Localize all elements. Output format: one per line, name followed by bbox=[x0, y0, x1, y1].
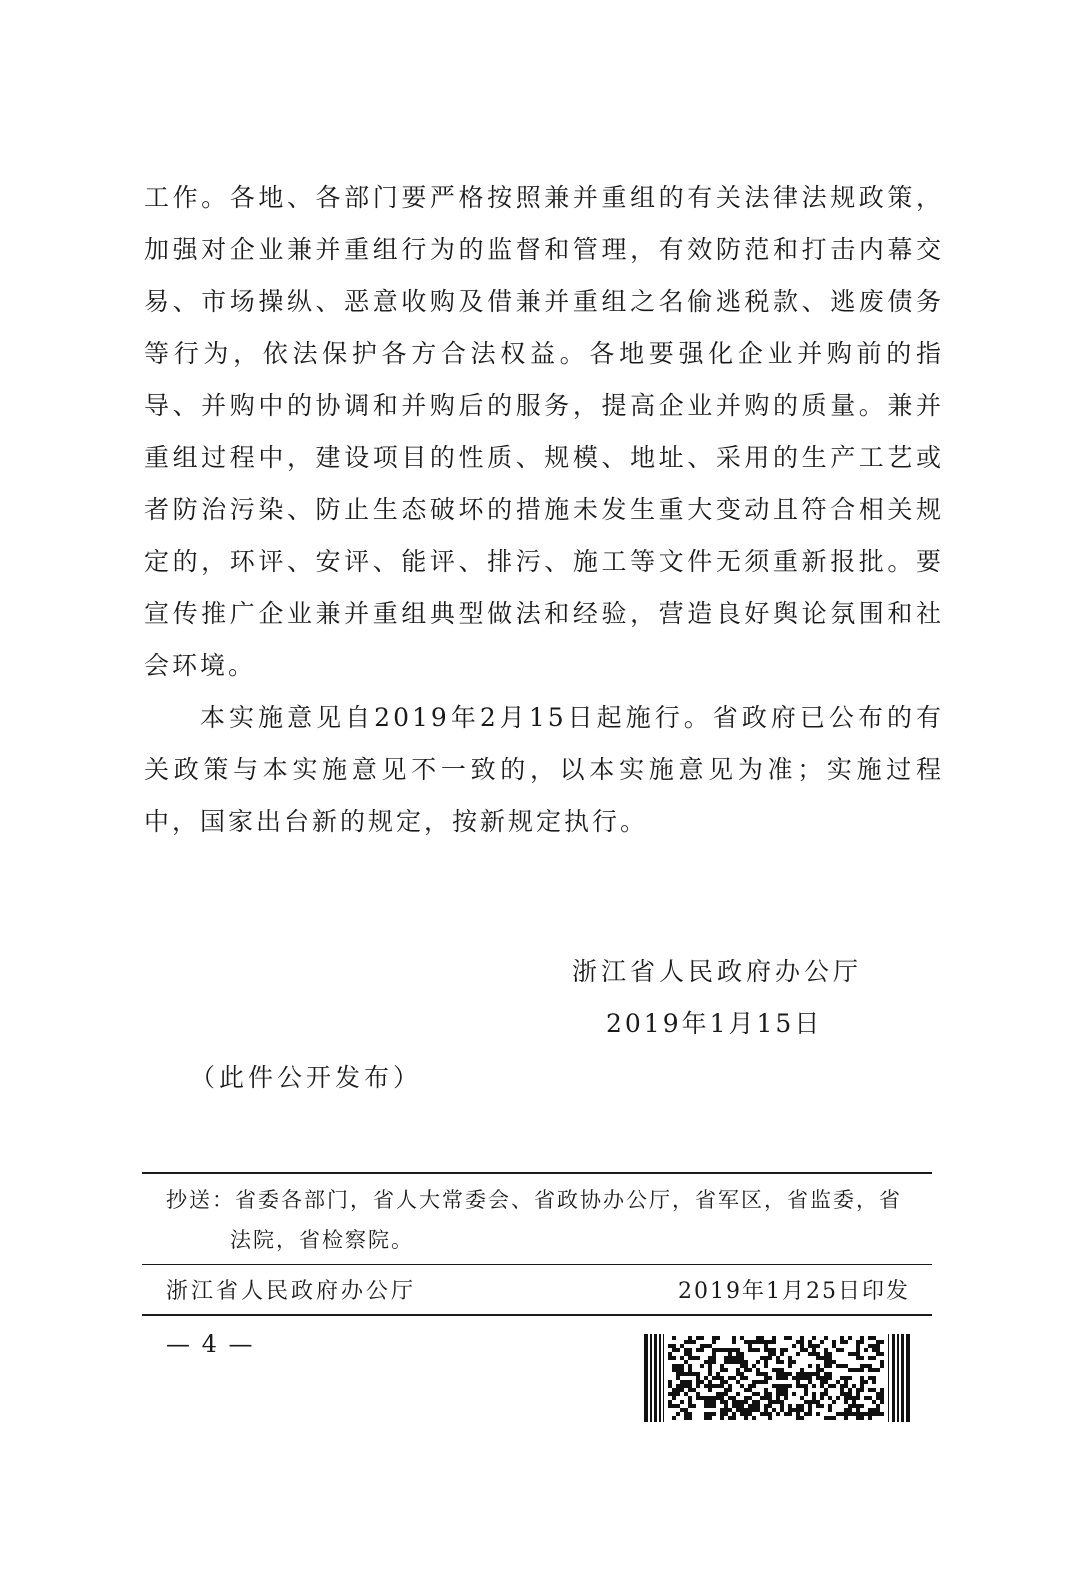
issuer-name: 浙江省人民政府办公厅 bbox=[166, 1279, 417, 1304]
body-paragraph-1: 工作。各地、各部门要严格按照兼并重组的有关法律法规政策，加强对企业兼并重组行为的监督和管理，有效防范和打击内幕交易、市场操纵、恶意收购及借兼并重组之名偷逃税款、逃废债务等行为，依法保护各方合法权益。各地要强化企业并购前的指导、并购中的协调和并购后的服务，提高企业并购的质量。兼并重组过程中，建设项目的性质、规模、地址、采用的生产工艺或者防治污染、防止生态破坏的措施未发生重大变动且符合相关规定的，环评、安评、能评、排污、施工等文件无须重新报批。要宣传推广企业兼并重组典型做法和经验，营造良好舆论氛围和社会环境。 bbox=[144, 183, 944, 680]
footer-bottom-rule bbox=[142, 1314, 932, 1316]
cc-line-2: 法院，省检察院。 bbox=[230, 1228, 414, 1252]
cc-line-1: 抄送：省委各部门，省人大常委会、省政协办公厅，省军区，省监委，省 bbox=[166, 1188, 902, 1212]
footer-middle-rule bbox=[142, 1264, 932, 1265]
barcode-icon bbox=[644, 1334, 910, 1422]
body-paragraph-2: 本实施意见自2019年2月15日起施行。省政府已公布的有关政策与本实施意见不一致的，以本实施意见为准；实施过程中，国家出台新的规定，按新规定执行。 bbox=[144, 703, 944, 836]
issue-date: 2019年1月25日印发 bbox=[678, 1279, 910, 1304]
footer-top-rule bbox=[142, 1172, 932, 1174]
cc-list bbox=[166, 1180, 916, 1260]
signature-date: 2019年1月15日 bbox=[606, 1009, 823, 1038]
page-number: — 4 — bbox=[166, 1330, 255, 1358]
document-body bbox=[144, 172, 944, 848]
signer-name: 浙江省人民政府办公厅 bbox=[572, 957, 863, 986]
publish-note: （此件公开发布） bbox=[190, 1063, 423, 1092]
